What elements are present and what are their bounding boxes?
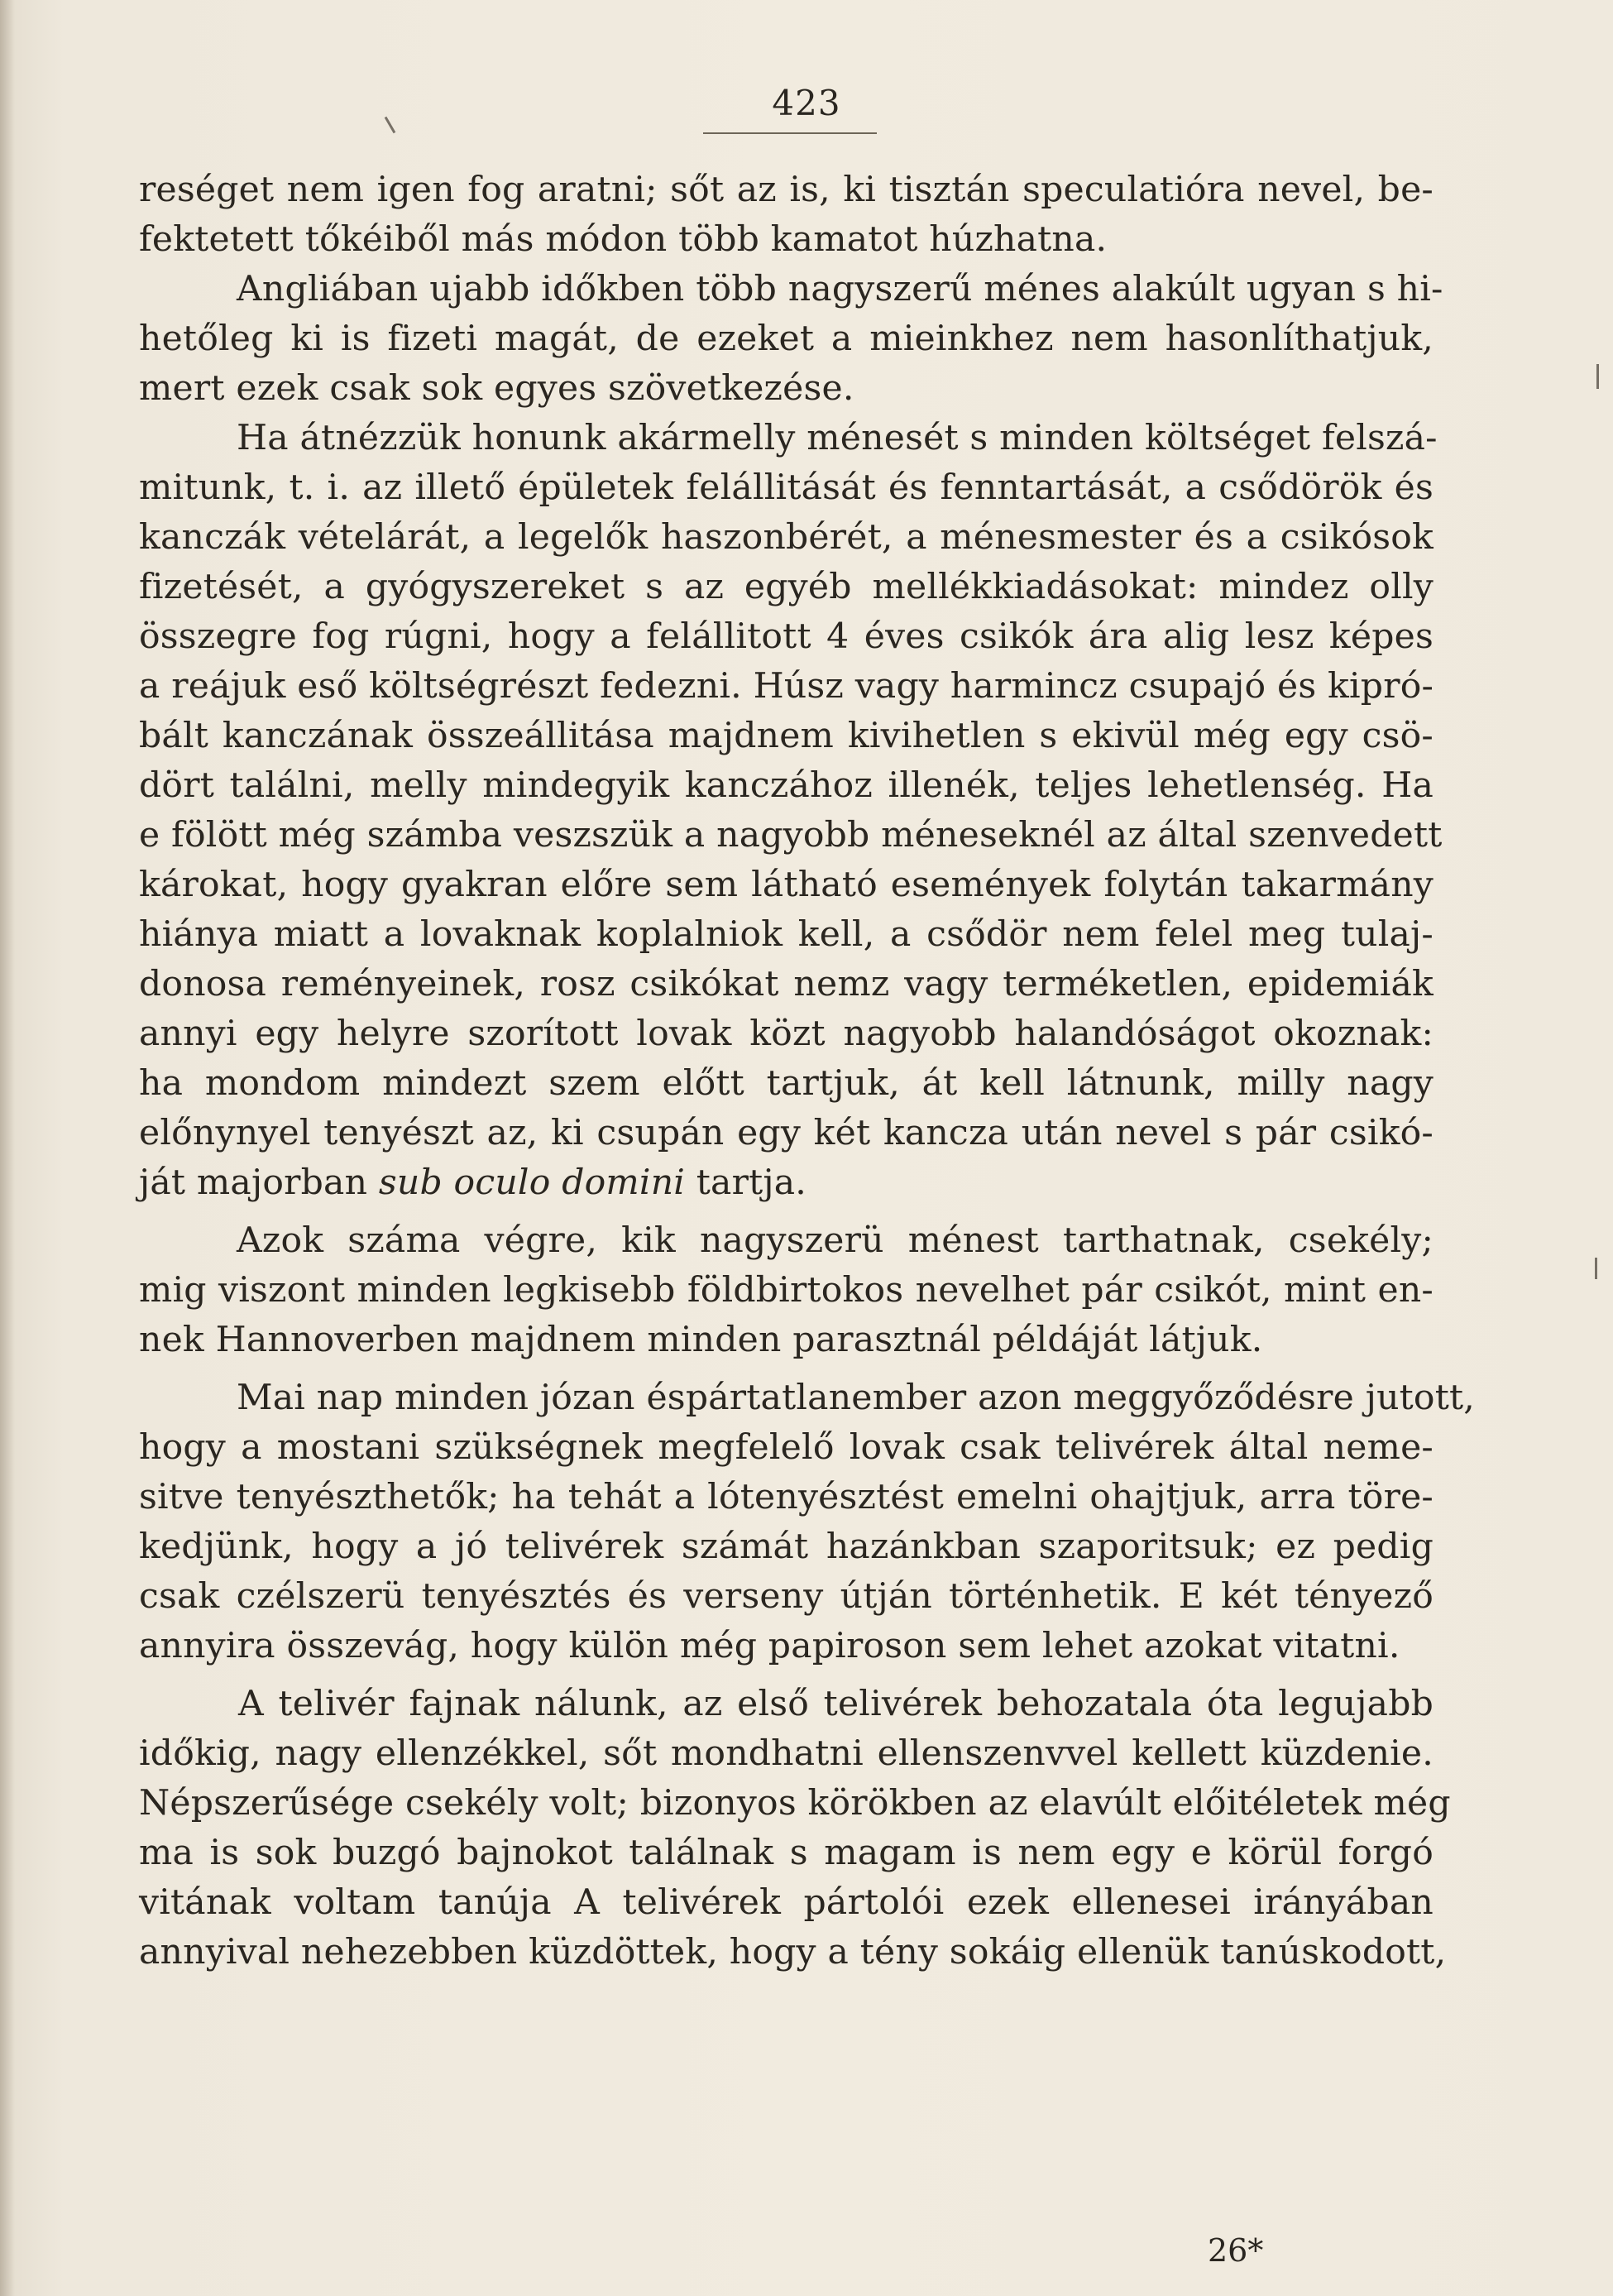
text-line: annyi egy helyre szorított lovak közt nagyobb halandóságot okoznak: xyxy=(139,1014,1434,1054)
text-line: előnynyel tenyészt az, ki csupán egy két kancza után nevel s pár csikó- xyxy=(139,1113,1434,1153)
text-line: nek Hannoverben majdnem minden parasztnál példáját látjuk. xyxy=(139,1320,1263,1360)
text-line: hetőleg ki is fizeti magát, de ezeket a mieinkhez nem hasonlíthatjuk, xyxy=(139,319,1434,359)
text-line: reséget nem igen fog aratni; sőt az is, ki tisztán speculatióra nevel, be- xyxy=(139,170,1434,210)
text-line: időkig, nagy ellenzékkel, sőt mondhatni ellenszenvvel kellett küzdenie. xyxy=(139,1733,1434,1774)
paragraph-gap xyxy=(139,1208,1434,1216)
paragraph-4 xyxy=(139,1216,1434,1365)
latin-phrase: sub oculo domini xyxy=(378,1162,686,1203)
text-line: e fölött még számba veszszük a nagyobb méneseknél az által szenvedett xyxy=(139,815,1443,856)
paragraph-6 xyxy=(139,1680,1451,1977)
text-line: csak czélszerü tenyésztés és verseny útján történhetik. E két tényező xyxy=(139,1576,1434,1617)
text-line: ha mondom mindezt szem előtt tartjuk, át kell látnunk, milly nagy xyxy=(139,1063,1434,1104)
text-line: Angliában ujabb időkben több nagyszerű ménes alakúlt ugyan s hi- xyxy=(237,269,1443,309)
text-line: mig viszont minden legkisebb földbirtokos nevelhet pár csikót, mint en- xyxy=(139,1270,1434,1311)
text-line: Népszerűsége csekély volt; bizonyos körökben az elavúlt előitéletek még xyxy=(139,1783,1451,1824)
text-line: annyira összevág, hogy külön még papiroson sem lehet azokat vitatni. xyxy=(139,1626,1400,1666)
page-number: 423 xyxy=(772,83,841,123)
text-line: A telivér fajnak nálunk, az első telivérek behozatala óta legujabb xyxy=(238,1684,1434,1724)
text-line: Ha átnézzük honunk akármelly ménesét s minden költséget felszá- xyxy=(237,418,1438,458)
text-span: ját majorban xyxy=(139,1162,379,1203)
paragraph-1 xyxy=(139,165,1434,265)
text-line: vitának voltam tanúja A telivérek pártolói ezek ellenesei irányában xyxy=(139,1882,1434,1923)
stray-mark xyxy=(385,117,396,134)
text-line: mitunk, t. i. az illető épületek felállitását és fenntartását, a csődörök és xyxy=(139,467,1434,508)
signature-mark: 26* xyxy=(1208,2232,1264,2269)
text-line: fektetett tőkéiből más módon több kamatot húzhatna. xyxy=(139,219,1108,260)
text-line: kanczák vételárát, a legelők haszonbérét, a ménesmester és a csikósok xyxy=(139,517,1434,558)
text-line: sitve tenyészthetők; ha tehát a lótenyésztést emelni ohajtjuk, arra töre- xyxy=(139,1477,1434,1517)
text-line: Mai nap minden józan éspártatlanember azon meggyőződésre jutott, xyxy=(237,1378,1475,1418)
text-line: kedjünk, hogy a jó telivérek számát hazánkban szaporitsuk; ez pedig xyxy=(139,1527,1434,1567)
stray-mark xyxy=(1596,364,1599,389)
paragraph-3 xyxy=(139,414,1443,1208)
stray-mark xyxy=(1595,1258,1597,1279)
spine-shadow xyxy=(0,0,15,2296)
text-span: tartja. xyxy=(685,1162,807,1203)
text-line: ma is sok buzgó bajnokot találnak s magam is nem egy e körül forgó xyxy=(139,1833,1434,1873)
body-text xyxy=(139,165,1475,1977)
text-line: hiánya miatt a lovaknak koplalniok kell, a csődör nem felel meg tulaj- xyxy=(139,914,1434,955)
text-line: dört találni, melly mindegyik kanczához illenék, teljes lehetlenség. Ha xyxy=(139,765,1434,806)
text-line: károkat, hogy gyakran előre sem látható események folytán takarmány xyxy=(139,865,1434,905)
text-line xyxy=(139,1158,1434,1208)
paragraph-gap xyxy=(139,1671,1434,1680)
text-line: hogy a mostani szükségnek megfelelő lovak csak telivérek által neme- xyxy=(139,1427,1434,1468)
text-line: bált kanczának összeállitása majdnem kivihetlen s ekivül még egy csö- xyxy=(139,716,1434,756)
text-line: a reájuk eső költségrészt fedezni. Húsz vagy harmincz csupajó és kipró- xyxy=(139,666,1434,707)
text-line: összegre fog rúgni, hogy a felállitott 4 éves csikók ára alig lesz képes xyxy=(139,616,1434,657)
text-line: donosa reményeinek, rosz csikókat nemz vagy terméketlen, epidemiák xyxy=(139,964,1434,1004)
paragraph-gap xyxy=(139,1365,1434,1373)
text-line: annyival nehezebben küzdöttek, hogy a tény sokáig ellenük tanúskodott, xyxy=(139,1932,1447,1972)
paragraph-5 xyxy=(139,1373,1475,1671)
page-number-rule xyxy=(703,132,877,134)
paragraph-2 xyxy=(139,265,1443,414)
text-line: fizetését, a gyógyszereket s az egyéb mellékkiadásokat: mindez olly xyxy=(139,567,1434,607)
text-line: mert ezek csak sok egyes szövetkezése. xyxy=(139,368,854,409)
text-line: Azok száma végre, kik nagyszerü ménest tarthatnak, csekély; xyxy=(237,1220,1434,1261)
